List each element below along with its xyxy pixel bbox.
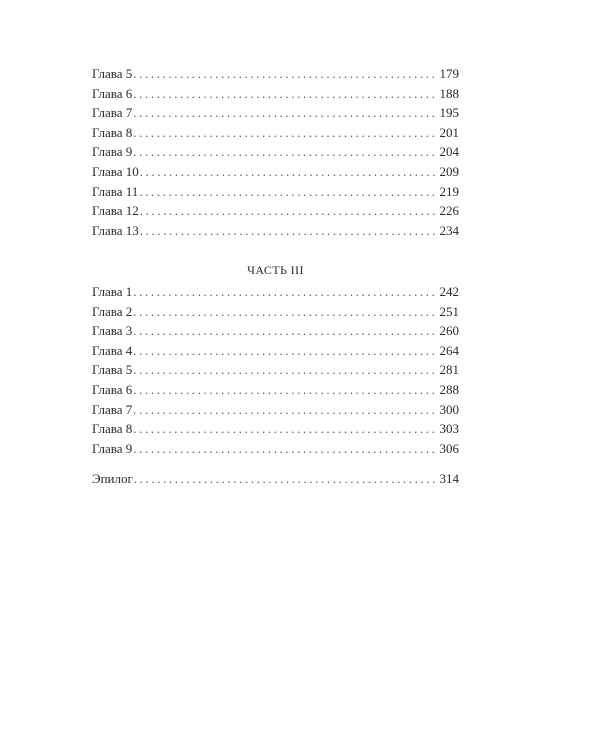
toc-entry-page: 251 — [439, 303, 459, 319]
toc-entry[interactable] — [92, 282, 459, 302]
toc-entry[interactable] — [92, 221, 459, 241]
toc-epilogue — [92, 469, 459, 489]
toc-entry-label: Глава 10 — [92, 163, 139, 179]
toc-leader-dots — [133, 64, 436, 84]
toc-entry-page: 306 — [439, 440, 459, 456]
toc-entry-page: 260 — [439, 323, 459, 339]
toc-leader-dots — [140, 201, 437, 221]
toc-entry-page: 195 — [439, 105, 459, 121]
toc-entry-page: 300 — [439, 401, 459, 417]
toc-entry-label: Глава 6 — [92, 381, 133, 397]
toc-leader-dots — [139, 182, 436, 202]
toc-entry-label: Глава 2 — [92, 303, 133, 319]
toc-entry[interactable] — [92, 439, 459, 459]
toc-entry-page: 209 — [439, 163, 459, 179]
toc-entry-page: 288 — [439, 381, 459, 397]
toc-entry[interactable] — [92, 400, 459, 420]
toc-entry-label: Глава 3 — [92, 323, 133, 339]
toc-entry[interactable] — [92, 321, 459, 341]
toc-entry-epilogue[interactable] — [92, 469, 459, 489]
toc-entry-label: Эпилог — [92, 471, 133, 486]
toc-entry-label: Глава 8 — [92, 421, 133, 437]
toc-entry-label: Глава 5 — [92, 66, 133, 81]
toc-entry-page: 314 — [439, 471, 459, 486]
toc-part3 — [92, 282, 459, 458]
toc-leader-dots — [133, 380, 436, 400]
toc-entry-page: 204 — [439, 144, 459, 160]
toc-leader-dots — [133, 302, 436, 322]
toc-entry-label: Глава 7 — [92, 401, 133, 417]
toc-leader-dots — [133, 341, 436, 361]
toc-entry-page: 188 — [439, 85, 459, 101]
toc-leader-dots — [133, 321, 436, 341]
toc-entry-page: 219 — [439, 183, 459, 199]
toc-entry-page: 281 — [439, 362, 459, 378]
toc-entry[interactable] — [92, 142, 459, 162]
toc-entry[interactable] — [92, 162, 459, 182]
toc-entry[interactable] — [92, 360, 459, 380]
toc-entry[interactable] — [92, 419, 459, 439]
toc-entry[interactable] — [92, 103, 459, 123]
toc-entry-page: 226 — [439, 203, 459, 219]
toc-entry-page: 179 — [439, 66, 459, 81]
toc-leader-dots — [133, 142, 436, 162]
toc-leader-dots — [133, 282, 436, 302]
toc-entry[interactable] — [92, 182, 459, 202]
toc-entry-label: Глава 11 — [92, 183, 139, 199]
toc-entry-label: Глава 7 — [92, 105, 133, 121]
toc-entry-label: Глава 9 — [92, 144, 133, 160]
toc-leader-dots — [133, 103, 436, 123]
toc-entry-label: Глава 6 — [92, 85, 133, 101]
toc-leader-dots — [133, 400, 436, 420]
toc-part2-tail — [92, 64, 459, 240]
toc-entry[interactable] — [92, 201, 459, 221]
toc-leader-dots — [134, 469, 437, 489]
toc-entry[interactable] — [92, 380, 459, 400]
toc-leader-dots — [133, 419, 436, 439]
toc-entry-page: 264 — [439, 342, 459, 358]
toc-entry[interactable] — [92, 84, 459, 104]
toc-entry-page: 303 — [439, 421, 459, 437]
toc-entry-label: Глава 13 — [92, 222, 139, 238]
toc-entry-page: 242 — [439, 284, 459, 299]
toc-leader-dots — [133, 84, 436, 104]
toc-entry-label: Глава 1 — [92, 284, 133, 299]
toc-entry-label: Глава 12 — [92, 203, 139, 219]
toc-leader-dots — [140, 162, 437, 182]
part-heading: ЧАСТЬ III — [247, 263, 304, 277]
toc-leader-dots — [140, 221, 437, 241]
toc-entry-label: Глава 5 — [92, 362, 133, 378]
toc-entry-label: Глава 4 — [92, 342, 133, 358]
toc-entry-label: Глава 8 — [92, 124, 133, 140]
toc-leader-dots — [133, 123, 436, 143]
toc-entry[interactable] — [92, 341, 459, 361]
toc-leader-dots — [133, 360, 436, 380]
toc-entry[interactable] — [92, 64, 459, 84]
toc-entry[interactable] — [92, 302, 459, 322]
toc-entry[interactable] — [92, 123, 459, 143]
toc-leader-dots — [133, 439, 436, 459]
toc-entry-page: 201 — [439, 124, 459, 140]
toc-entry-page: 234 — [439, 222, 459, 238]
toc-entry-label: Глава 9 — [92, 440, 133, 456]
